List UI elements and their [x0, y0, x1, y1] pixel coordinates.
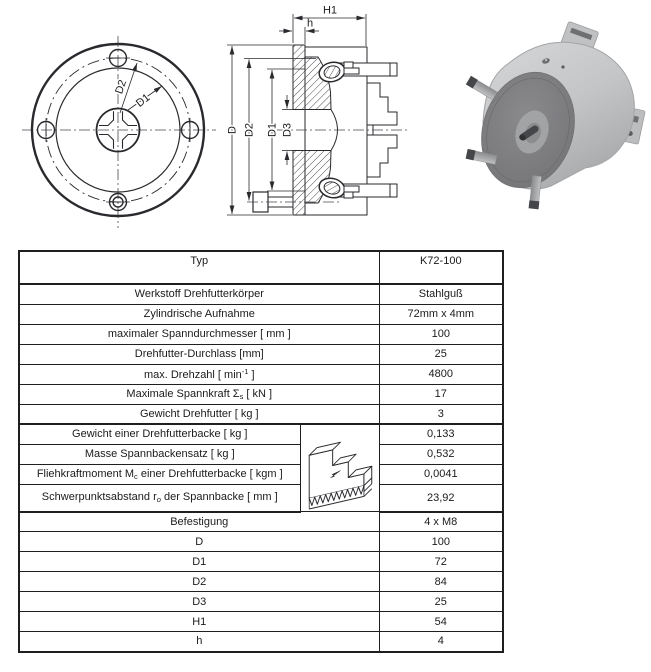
jaw-bottom-section	[367, 135, 397, 177]
row-value: 4 x M8	[379, 512, 503, 532]
spec-row-drehzahl	[19, 364, 503, 384]
spec-row-aufnahme	[19, 304, 503, 324]
row-label: Werkstoff Drehfutterkörper	[19, 284, 379, 304]
spec-row-werkstoff	[19, 284, 503, 304]
dim-label-d3: D3	[281, 122, 294, 138]
row-label: maximaler Spanndurchmesser [ mm ]	[19, 324, 379, 344]
spec-row-d2	[19, 572, 503, 592]
section-view-drawing	[220, 0, 415, 235]
jaw-top-section	[367, 83, 397, 125]
row-label: Schwerpunktsabstand $r_o$ der Spannbacke [ mm ]	[19, 484, 300, 511]
spec-row-h1	[19, 612, 503, 632]
row-value: 17	[379, 384, 503, 404]
row-value: 0,532	[379, 444, 503, 464]
spec-row-spannkraft	[19, 384, 503, 404]
row-label: H1	[19, 612, 379, 632]
row-label: Masse Spannbackensatz [ kg ]	[19, 444, 300, 464]
front-view-drawing	[20, 33, 220, 233]
row-value: 72mm x 4mm	[379, 304, 503, 324]
dim-label-d: D	[226, 126, 239, 134]
spec-row-befestigung	[19, 512, 503, 532]
row-value: 4800	[379, 364, 503, 384]
row-value: 25	[379, 344, 503, 364]
dim-label-h: h	[306, 17, 314, 30]
row-value: K72-100	[379, 251, 503, 284]
row-label: Typ	[19, 251, 379, 284]
spec-row-d3	[19, 592, 503, 612]
jaw-drawing	[301, 425, 378, 511]
row-label: Fliehkraftmoment $M_c$ einer Drehfutterbacke [ kgm ]	[19, 464, 300, 484]
spec-row-schwerpunkt	[19, 484, 503, 511]
row-label: D2	[19, 572, 379, 592]
row-value: 100	[379, 532, 503, 552]
row-value: 3	[379, 404, 503, 424]
row-label: D1	[19, 552, 379, 572]
spec-row-backengewicht	[19, 424, 503, 444]
dim-label-h1: H1	[322, 4, 338, 17]
row-value: 72	[379, 552, 503, 572]
spec-row-spanndurchmesser	[19, 324, 503, 344]
row-value: 4	[379, 632, 503, 652]
row-label: h	[19, 632, 379, 652]
row-label: max. Drehzahl [ $\min^{-1}$ ]	[19, 364, 379, 384]
row-label: Drehfutter-Durchlass [mm]	[19, 344, 379, 364]
row-label: D	[19, 532, 379, 552]
row-value: Stahlguß	[379, 284, 503, 304]
row-label: Gewicht Drehfutter [ kg ]	[19, 404, 379, 424]
row-value: 0,0041	[379, 464, 503, 484]
spec-table	[18, 250, 504, 653]
spec-row-d1	[19, 552, 503, 572]
dim-label-d1: D1	[266, 122, 279, 138]
spec-row-durchlass	[19, 344, 503, 364]
dim-label-d2: D2	[113, 78, 130, 96]
row-label: Gewicht einer Drehfutterbacke [ kg ]	[19, 424, 300, 444]
dim-label-d1: D1	[133, 91, 153, 110]
row-value: 23,92	[379, 484, 503, 511]
row-label: Zylindrische Aufnahme	[19, 304, 379, 324]
spec-row-d	[19, 532, 503, 552]
row-label: D3	[19, 592, 379, 612]
spec-row-fliehkraft	[19, 464, 503, 484]
row-label: Befestigung	[19, 512, 379, 532]
spec-row-typ	[19, 251, 503, 284]
row-value: 0,133	[379, 424, 503, 444]
row-value: 25	[379, 592, 503, 612]
row-label: Maximale Spannkraft $\Sigma_s$ [ kN ]	[19, 384, 379, 404]
spec-row-backensatz	[19, 444, 503, 464]
jaw-image-cell	[300, 424, 379, 512]
spec-row-h	[19, 632, 503, 652]
3d-render	[433, 20, 647, 234]
row-value: 84	[379, 572, 503, 592]
row-value: 54	[379, 612, 503, 632]
dim-label-d2: D2	[243, 122, 256, 138]
row-value: 100	[379, 324, 503, 344]
spec-row-gewicht	[19, 404, 503, 424]
